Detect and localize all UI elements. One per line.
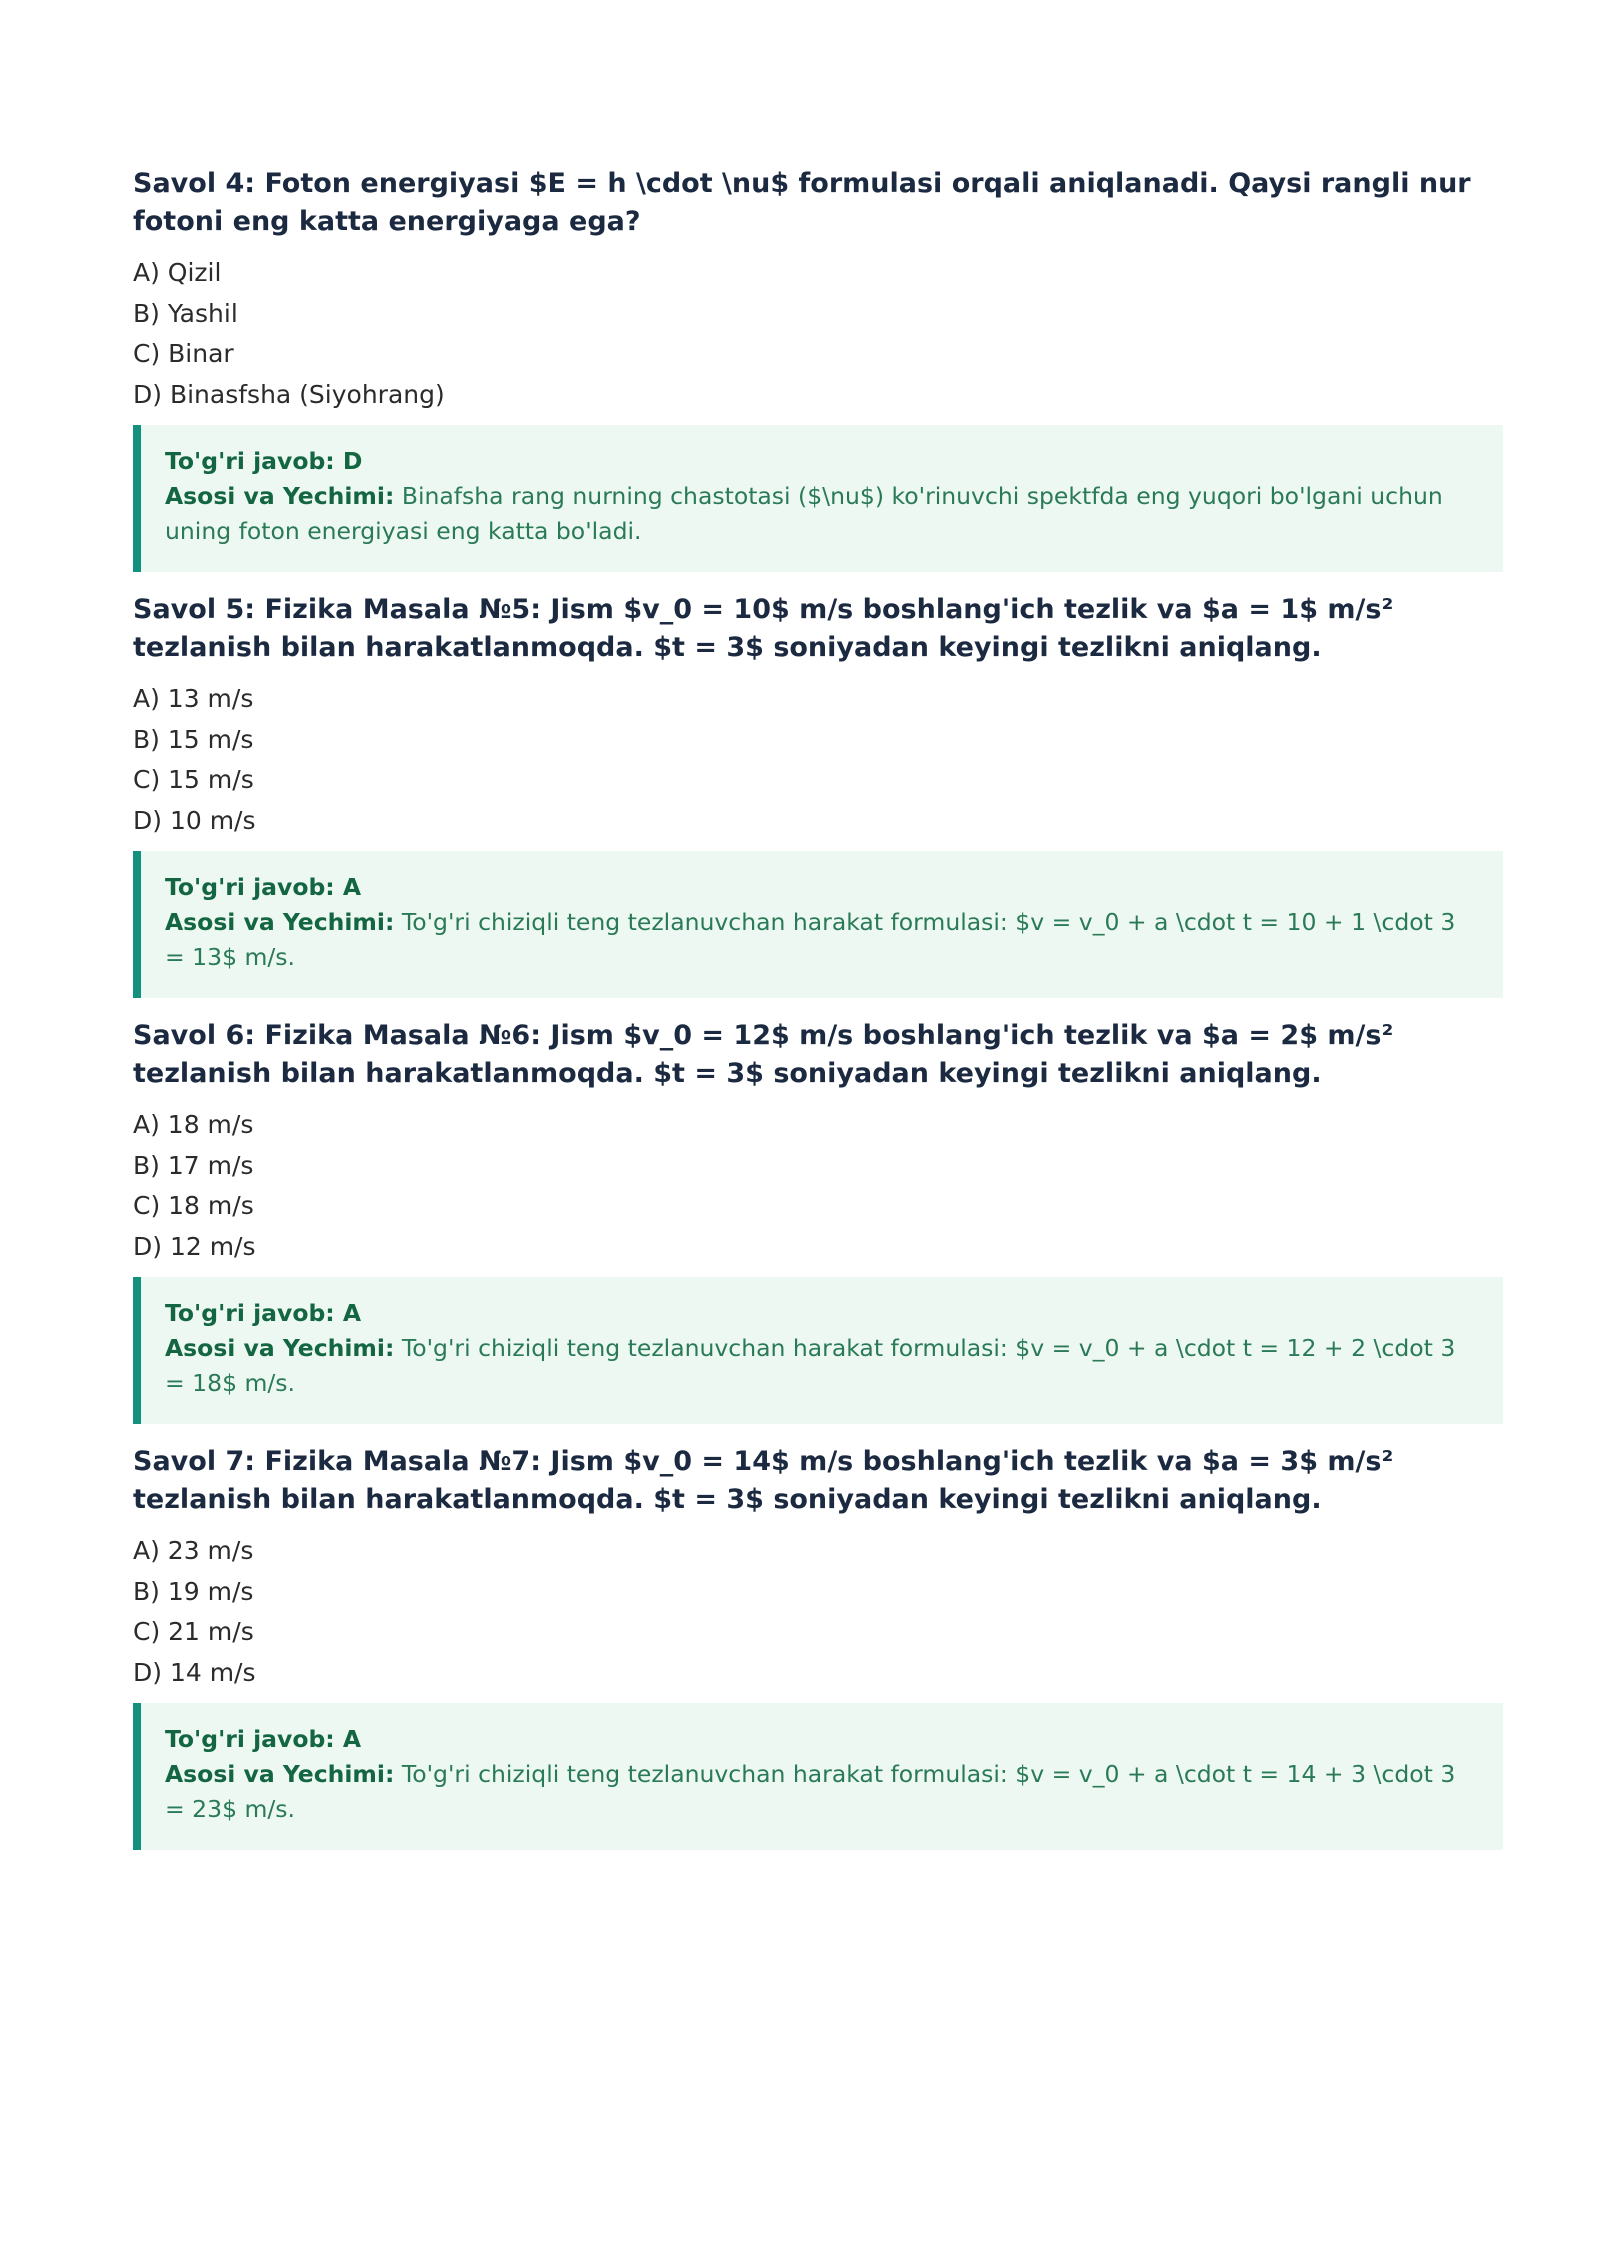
question-block — [133, 1017, 1503, 1424]
question-block — [133, 165, 1503, 572]
option-list — [133, 1105, 1503, 1267]
solution — [165, 1331, 1479, 1401]
option-a: A) Qizil — [133, 258, 222, 287]
option-b: B) 19 m/s — [133, 1576, 254, 1606]
question-title: Savol 6: Fizika Masala №6: Jism $v_0 = 12$ m/s boshlang'ich tezlik va $a = 2$ m/s² tezlanish bilan harakatlanmoqda. $t = 3$ soniyadan keyingi tezlikni aniqlang. — [133, 1020, 1394, 1089]
option-d: D) 14 m/s — [133, 1657, 256, 1687]
option-list — [133, 1531, 1503, 1693]
correct-answer: To'g'ri javob: D — [165, 447, 363, 475]
option-c: C) 21 m/s — [133, 1617, 254, 1646]
solution-label: Asosi va Yechimi: — [165, 1760, 395, 1788]
answer-box — [133, 1277, 1503, 1424]
correct-answer: To'g'ri javob: A — [165, 1725, 362, 1753]
option-b: B) 15 m/s — [133, 724, 254, 754]
option-d: D) 12 m/s — [133, 1231, 256, 1261]
question-block — [133, 1443, 1503, 1850]
question-title: Savol 5: Fizika Masala №5: Jism $v_0 = 10$ m/s boshlang'ich tezlik va $a = 1$ m/s² tezlanish bilan harakatlanmoqda. $t = 3$ soniyadan keyingi tezlikni aniqlang. — [133, 594, 1394, 663]
solution-label: Asosi va Yechimi: — [165, 482, 395, 510]
document-page — [133, 165, 1503, 1869]
option-list — [133, 679, 1503, 841]
solution-text: To'g'ri chiziqli teng tezlanuvchan harakat formulasi: $v = v_0 + a \cdot t = 10 + 1 \cdot 3 = 13$ m/s. — [165, 908, 1456, 971]
answer-box — [133, 1703, 1503, 1850]
solution-text: To'g'ri chiziqli teng tezlanuvchan harakat formulasi: $v = v_0 + a \cdot t = 12 + 2 \cdot 3 = 18$ m/s. — [165, 1334, 1456, 1397]
option-a: A) 13 m/s — [133, 684, 254, 713]
option-b: B) Yashil — [133, 298, 238, 328]
option-b: B) 17 m/s — [133, 1150, 254, 1180]
question-title: Savol 7: Fizika Masala №7: Jism $v_0 = 14$ m/s boshlang'ich tezlik va $a = 3$ m/s² tezlanish bilan harakatlanmoqda. $t = 3$ soniyadan keyingi tezlikni aniqlang. — [133, 1446, 1394, 1515]
option-a: A) 23 m/s — [133, 1536, 254, 1565]
solution — [165, 905, 1479, 975]
option-c: C) 18 m/s — [133, 1191, 254, 1220]
question-title: Savol 4: Foton energiyasi $E = h \cdot \nu$ formulasi orqali aniqlanadi. Qaysi rangli nur fotoni eng katta energiyaga ega? — [133, 168, 1471, 237]
option-list — [133, 253, 1503, 415]
question-block — [133, 591, 1503, 998]
option-d: D) 10 m/s — [133, 805, 256, 835]
solution-text: Binafsha rang nurning chastotasi ($\nu$) ko'rinuvchi spektfda eng yuqori bo'lgani uchun uning foton energiyasi eng katta bo'ladi. — [165, 482, 1443, 545]
answer-box — [133, 425, 1503, 572]
option-c: C) Binar — [133, 339, 234, 368]
option-d: D) Binasfsha (Siyohrang) — [133, 379, 445, 409]
solution — [165, 479, 1479, 549]
solution-text: To'g'ri chiziqli teng tezlanuvchan harakat formulasi: $v = v_0 + a \cdot t = 14 + 3 \cdot 3 = 23$ m/s. — [165, 1760, 1456, 1823]
option-a: A) 18 m/s — [133, 1110, 254, 1139]
answer-box — [133, 851, 1503, 998]
correct-answer: To'g'ri javob: A — [165, 1299, 362, 1327]
solution-label: Asosi va Yechimi: — [165, 1334, 395, 1362]
correct-answer: To'g'ri javob: A — [165, 873, 362, 901]
option-c: C) 15 m/s — [133, 765, 254, 794]
solution — [165, 1757, 1479, 1827]
solution-label: Asosi va Yechimi: — [165, 908, 395, 936]
